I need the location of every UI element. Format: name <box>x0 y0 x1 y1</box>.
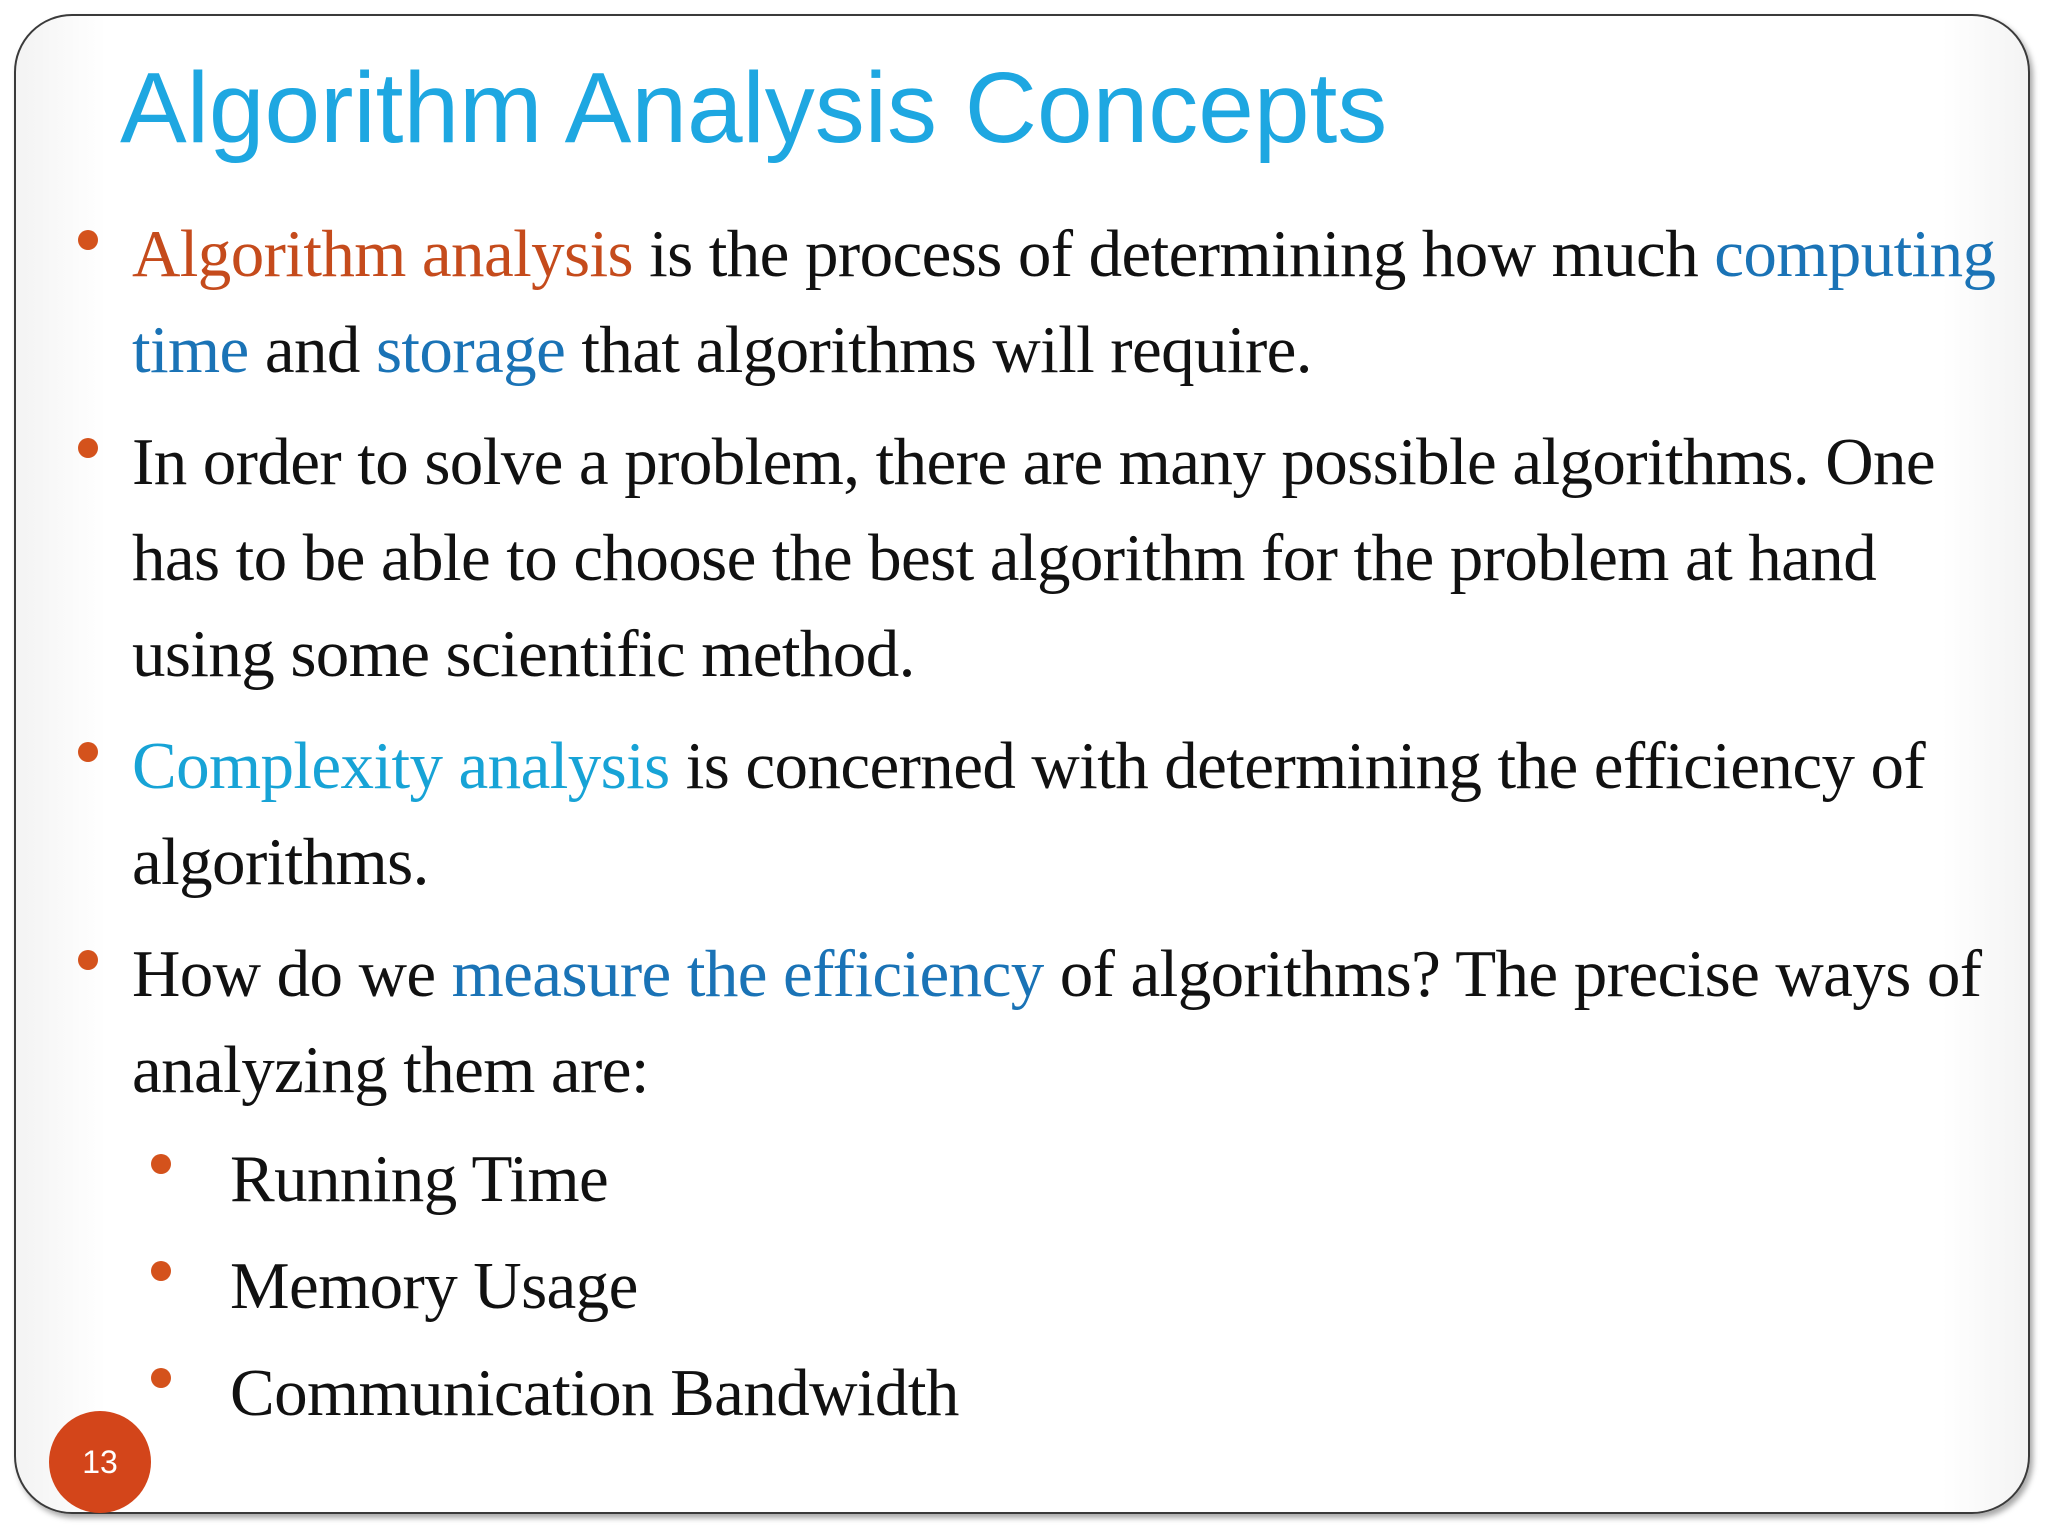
bullet-marker-icon <box>151 1368 171 1388</box>
sub-bullet-text: Running Time <box>230 1142 609 1216</box>
sub-bullet-communication-bandwidth <box>230 1340 959 1447</box>
term-computing-time: computing time <box>132 217 1996 387</box>
bullet-marker-icon <box>78 742 98 762</box>
bullet-marker-icon <box>78 438 98 458</box>
slide-frame <box>14 14 2030 1514</box>
bullet-marker-icon <box>151 1261 171 1281</box>
page-number-badge: 13 <box>49 1411 151 1513</box>
term-complexity-analysis: Complexity analysis <box>132 729 670 803</box>
bullet-marker-icon <box>78 950 98 970</box>
bullet-marker-icon <box>151 1154 171 1174</box>
bullet-text: is concerned with determining the efficiency of algorithms. <box>132 729 1926 899</box>
bullet-text: is the process of determining how much <box>632 217 1715 291</box>
bullet-text: and <box>248 313 376 387</box>
term-algorithm-analysis: Algorithm analysis <box>132 217 633 291</box>
sub-bullet-memory-usage <box>230 1233 959 1340</box>
bullet-item <box>132 718 2022 910</box>
bullet-marker-icon <box>78 230 98 250</box>
slide-title: Algorithm Analysis Concepts <box>120 52 1388 164</box>
sub-bullet-list <box>230 1126 959 1447</box>
bullet-text: In order to solve a problem, there are many possible algorithms. One has to be able to choose the best algorithm for the problem at hand using some scientific method. <box>132 425 1936 691</box>
sub-bullet-text: Communication Bandwidth <box>230 1356 959 1430</box>
bullet-text: that algorithms will require. <box>565 313 1312 387</box>
bullet-list <box>132 206 2022 1134</box>
bullet-item <box>132 206 2022 398</box>
sub-bullet-running-time <box>230 1126 959 1233</box>
term-measure-the-efficiency: measure the efficiency <box>451 937 1044 1011</box>
term-storage: storage <box>375 313 566 387</box>
bullet-text: How do we <box>132 937 452 1011</box>
bullet-text: of algorithms? The precise ways of analyzing them are: <box>132 937 1982 1107</box>
sub-bullet-text: Memory Usage <box>230 1249 638 1323</box>
bullet-item <box>132 414 2022 702</box>
bullet-item <box>132 926 2022 1118</box>
